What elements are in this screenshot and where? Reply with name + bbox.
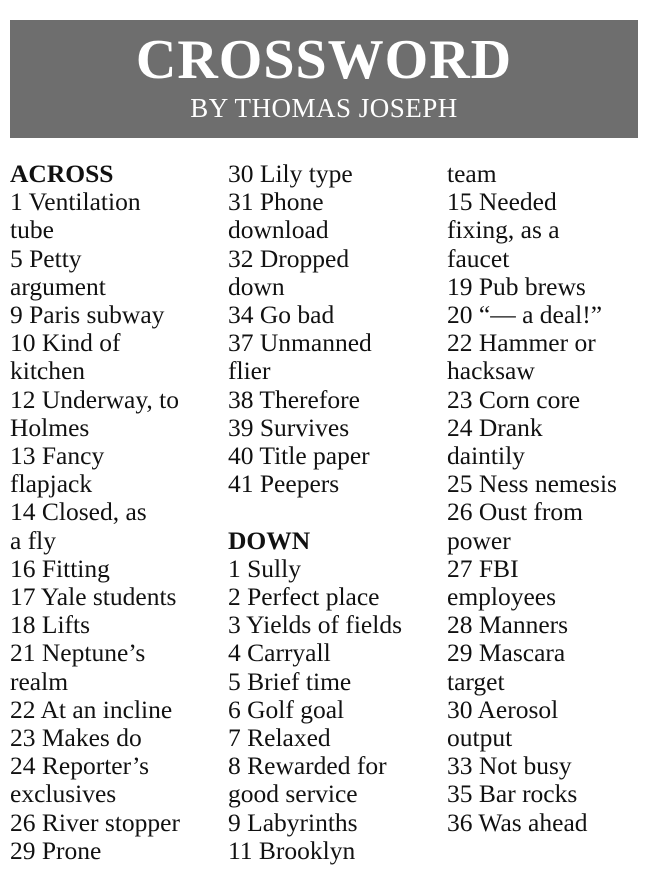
clue-column-1 xyxy=(10,160,222,865)
across-heading: ACROSS xyxy=(10,159,114,188)
clue-line: 5 Brief time xyxy=(228,666,352,696)
clue-line: 38 Therefore xyxy=(228,384,360,414)
clue-line: 27 FBI xyxy=(447,553,519,583)
down-clues xyxy=(228,555,443,865)
clue-line: 18 Lifts xyxy=(10,610,91,640)
clue-line: 41 Peepers xyxy=(228,469,340,499)
clue-line: 5 Petty xyxy=(10,243,82,273)
clue-line: 9 Labyrinths xyxy=(228,807,358,837)
clue-line: 31 Phone xyxy=(228,187,324,217)
clue-line: 23 Makes do xyxy=(10,723,142,753)
clue-line: team xyxy=(447,159,497,188)
clue-line: 2 Perfect place xyxy=(228,582,380,612)
clue-line: 19 Pub brews xyxy=(447,271,586,301)
clue-line: 39 Survives xyxy=(228,412,350,442)
clue-line: hacksaw xyxy=(447,356,535,386)
clue-line: 30 Lily type xyxy=(228,159,353,188)
clue-line: a fly xyxy=(10,525,57,555)
clue-line: good service xyxy=(228,779,358,809)
across-clues xyxy=(10,188,222,865)
clue-line: 28 Manners xyxy=(447,610,569,640)
clue-line: 3 Yields of fields xyxy=(228,610,402,640)
clue-line: kitchen xyxy=(10,356,86,386)
clue-line: 29 Prone xyxy=(10,835,102,865)
clue-line: 29 Mascara xyxy=(447,638,566,668)
clue-line: 25 Ness nemesis xyxy=(447,469,617,499)
section-gap xyxy=(228,498,443,526)
clue-line: power xyxy=(447,525,511,555)
clue-line: 30 Aerosol xyxy=(447,694,559,724)
clue-line: 4 Carryall xyxy=(228,638,331,668)
clue-line: Holmes xyxy=(10,412,90,442)
clue-line: employees xyxy=(447,582,557,612)
page-title: CROSSWORD xyxy=(135,29,513,91)
clue-line: argument xyxy=(10,271,106,301)
clue-column-3 xyxy=(447,160,643,837)
clue-line: 6 Golf goal xyxy=(228,694,345,724)
clue-line: 26 Oust from xyxy=(447,497,583,527)
clue-line: 33 Not busy xyxy=(447,751,572,781)
clue-line: 32 Dropped xyxy=(228,243,350,273)
clue-line: 1 Ventilation xyxy=(10,187,141,217)
clue-line: 40 Title paper xyxy=(228,441,370,471)
clue-line: 10 Kind of xyxy=(10,328,121,358)
header-banner xyxy=(10,20,638,138)
clue-line: 21 Neptune’s xyxy=(10,638,146,668)
clue-line: 20 “— a deal!” xyxy=(447,300,603,330)
clue-column-2 xyxy=(228,160,443,865)
clue-line: 24 Reporter’s xyxy=(10,751,150,781)
down-clues-continued xyxy=(447,160,643,837)
clue-line: 8 Rewarded for xyxy=(228,751,387,781)
clue-line: 14 Closed, as xyxy=(10,497,147,527)
clue-line: 1 Sully xyxy=(228,553,301,583)
clue-line: tube xyxy=(10,215,54,245)
clue-line: 11 Brooklyn xyxy=(228,835,356,865)
clue-line: flapjack xyxy=(10,469,93,499)
clue-line: 15 Needed xyxy=(447,187,557,217)
clue-line: 17 Yale students xyxy=(10,582,177,612)
clue-line: 37 Unmanned xyxy=(228,328,372,358)
clue-line: 9 Paris subway xyxy=(10,300,165,330)
clue-line: output xyxy=(447,723,513,753)
clue-line: flier xyxy=(228,356,271,386)
clue-line: 7 Relaxed xyxy=(228,723,331,753)
byline: BY THOMAS JOSEPH xyxy=(190,93,458,123)
clue-line: fixing, as a xyxy=(447,215,560,245)
clue-line: 22 Hammer or xyxy=(447,328,596,358)
clue-line: 36 Was ahead xyxy=(447,807,588,837)
clue-line: 13 Fancy xyxy=(10,441,105,471)
clue-line: 12 Underway, to xyxy=(10,384,180,414)
clue-line: down xyxy=(228,271,285,301)
clue-line: 24 Drank xyxy=(447,412,543,442)
clue-line: 22 At an incline xyxy=(10,694,173,724)
down-heading: DOWN xyxy=(228,525,311,555)
clue-line: 35 Bar rocks xyxy=(447,779,578,809)
clue-line: daintily xyxy=(447,441,525,471)
clue-line: 16 Fitting xyxy=(10,553,110,583)
clue-line: realm xyxy=(10,666,69,696)
clue-line: 23 Corn core xyxy=(447,384,581,414)
clue-line: 34 Go bad xyxy=(228,300,335,330)
clue-line: 26 River stopper xyxy=(10,807,180,837)
across-clues-continued xyxy=(228,160,443,498)
clue-line: download xyxy=(228,215,329,245)
clue-line: exclusives xyxy=(10,779,117,809)
clue-line: target xyxy=(447,666,505,696)
clue-line: faucet xyxy=(447,243,510,273)
